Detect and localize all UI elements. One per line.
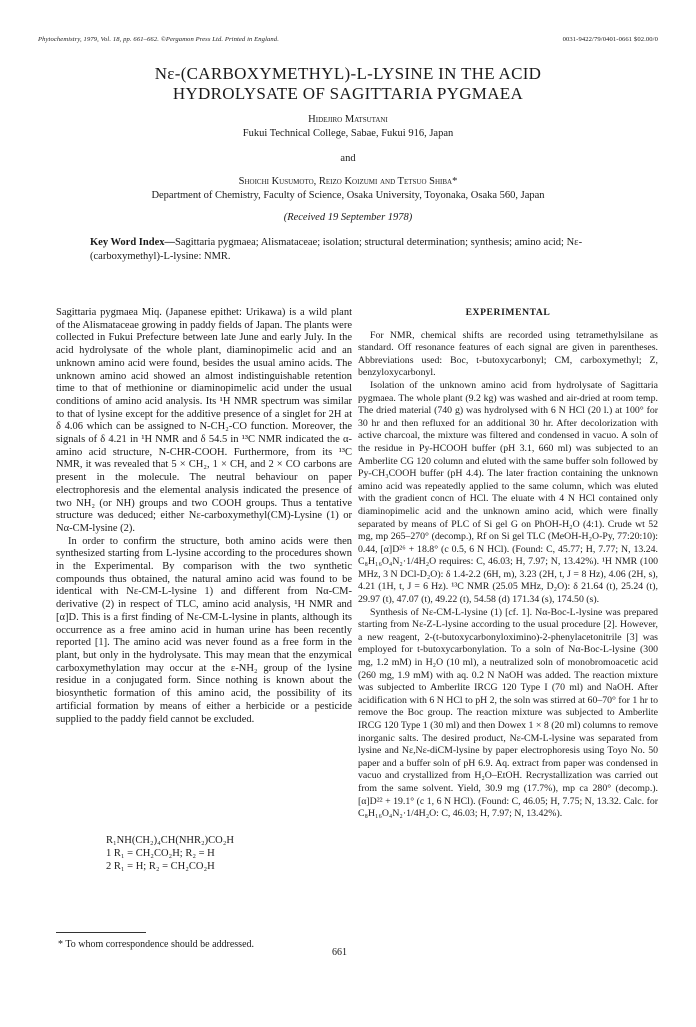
article-code: 0031-9422/79/0401-0661 $02.00/0 bbox=[562, 36, 658, 43]
paragraph-1: Sagittaria pygmaea Miq. (Japanese epithet: Urikawa) is a wild plant of the Alismataceae growing in paddy fields of Japan. The plants were collected in Fukui Prefecture between late June and early July. In the acid hydrolysate of the whole plant, diaminopimelic acid and an unknown amino acid were found, besides the usual amino acids. The unknown amino acid showed an almost indistinguishable retention time to that of methionine or diaminopimelic acid under the usual conditions of amino acid analysis. Its ¹H NMR spectrum was similar to that of lysine except for the additive presence of a singlet for 2H at δ 4.06 which can be assigned to N-CH₂-CO function. Moreover, the signals of δ 4.21 in ¹H NMR and δ 54.5 in ¹³C NMR indicated the α-amino acid structure, N-CHR-COOH. Furthermore, from its ¹³C NMR, it was revealed that 5 × CH₂, 1 × CH, and 2 × CO carbons are present in the molecule. The neutral behaviour on paper electrophoresis and the elemental analysis indicated the presence of two NH₂ (or NH) groups and two COOH groups. Thus a tentative structure was deduced; either Nε-carboxymethyl(CM)-Lysine (1) or Nα-CM-lysine (2). bbox=[56, 307, 352, 534]
right-column bbox=[358, 307, 658, 821]
footnote: * To whom correspondence should be addressed. bbox=[58, 939, 255, 950]
article-title bbox=[60, 64, 636, 104]
keyword-text: Sagittaria pygmaea; Alismataceae; isolation; structural determination; synthesis; amino acid; Nε-(carboxymethyl)-L-lysine: NMR. bbox=[90, 237, 583, 262]
author-1: Hidejiro Matsutani bbox=[308, 114, 388, 125]
experimental-heading: EXPERIMENTAL bbox=[465, 307, 551, 318]
left-column bbox=[56, 307, 352, 726]
keyword-index bbox=[90, 236, 626, 264]
exp-paragraph-3: Synthesis of Nε-CM-L-lysine (1) [cf. 1]. Nα-Boc-L-lysine was prepared starting from Nε-Z-L-lysine according to the usual procedure [2]. However, a new reagent, 2-(t-butoxycarbonyloximino)-2-phenylacetonitrile [3] was employed for t-butoxycarbonylation. To a soln of Nα-Boc-L-lysine (300 mg, 1.2 mM) in H₂O (10 ml), a neutralized soln of monobromoacetic acid (260 mg, 1.9 mM) with aq. 0.2 N NaOH was added. The reaction mixture was subjected to Amberlite IRCG 120 Type I (70 ml) and NaOH. After acidification with 6 N HCl to pH 2, the soln was stirred at 60–70° for 1 hr to remove the Boc group. The reaction mixture was subjected to Amberlite IRCG 120 Type 1 (30 ml) and then Dowex 1 × 8 (20 ml) columns to remove inorganic salts. The desired product, Nε-CM-L-lysine was separated from lysine and Nε,Nε-diCM-lysine by paper electrophoresis using Toyo No. 50 paper and a buffer soln of pH 6.9. Aq. extract from paper was condensed in vacuo and crystallized from H₂O–EtOH. Recrystallization was carried out from the same solvent. Yield, 30.9 mg (17.7%), mp ca 280° (decomp.). [α]D²² + 19.1° (c 1, 6 N HCl). (Found: C, 46.05; H, 7.75; N, 13.32. Calc. for C₈H₁₆O₄N₂·1/4H₂O: C, 46.03; H, 7.97; N, 13.42%). bbox=[358, 606, 658, 820]
exp-paragraph-2: Isolation of the unknown amino acid from hydrolysate of Sagittaria pygmaea. The whole plant (9.2 kg) was washed and air-dried at room temp. The dried material (740 g) was hydrolysed with 6 N HCl (20 l.) at 100° for 30 hr and then refluxed for an additional 30 hr. After decolorization with active charcoal, the mixture was filtered and condensed in vacuo. A soln of the residue in Py-HCOOH buffer (pH 3.1, 660 ml) was subjected to an Amberlite CG 120 column and eluted with the same buffer soln followed by Py-CH₃COOH buffer (pH 4.4). The later fraction containing the unknown amino acid was repeatedly applied to the same column, which was eluted with the gradient concn of HCl. The eluate with 4 N HCl contained only diaminopimelic acid and the unknown amino acid, which were finally separated by means of PLC of Si gel G on PhOH-H₂O (4:1). Crude wt 52 mg, mp 265–270° (decomp.), Rf on Si gel TLC (MeOH-H₂O-Py, 77:20:10): 0.44, [α]D²⁶ + 18.8° (c 0.5, 6 N HCl). (Found: C, 45.77; H, 7.77; N, 13.24. C₈H₁₆O₄N₂·1/4H₂O requires: C, 46.03; H, 7.97; N, 13.42%). ¹H NMR (100 MHz, 3 N DCl-D₂O): δ 1.4-2.2 (6H, m), 3.23 (2H, t, J = 8 Hz), 4.06 (2H, s), 4.21 (1H, t, J = 6 Hz). ¹³C NMR (25.05 MHz, D₂O): δ 21.64 (t), 25.24 (t), 29.97 (t), 47.07 (t), 49.22 (t), 54.58 (d) 171.34 (s), 174.50 (s). bbox=[358, 379, 658, 606]
page-number: 661 bbox=[332, 947, 347, 958]
exp-paragraph-1: For NMR, chemical shifts are recorded using tetramethylsilane as standard. Off resonance features of each signal are given in parentheses. Abbreviations used: Boc, t-butoxycarbonyl; CM, carboxymethyl; Z, benzyloxycarbonyl. bbox=[358, 329, 658, 379]
structure-formula: R₁NH(CH₂)₄CH(NHR₂)CO₂H bbox=[106, 835, 234, 846]
and-separator: and bbox=[340, 153, 356, 164]
keyword-label: Key Word Index— bbox=[90, 237, 175, 248]
affiliation-2: Department of Chemistry, Faculty of Science, Osaka University, Toyonaka, Osaka 560, Japan bbox=[151, 190, 545, 201]
author-2: Shoichi Kusumoto, Reizo Koizumi and Tetsuo Shiba* bbox=[238, 176, 458, 187]
paragraph-2: In order to confirm the structure, both amino acids were then synthesized starting from L-lysine according to the procedures shown in the Experimental. By comparison with the two synthetic compounds thus obtained, the natural amino acid was found to be identical with Nε-CM-L-lysine 1) and different from Nα-CM-derivative (2) in respect of TLC, amino acid analysis, ¹H NMR and [α]D. This is a first finding of Nε-CM-L-lysine in plants, although its occurrence as a free amino acid in human urine has been recently reported [1]. The amino acid was never found as a free form in the plant, but only in the hydrolysate. This may mean that the enzymical carboxymethylation may occur at the ε-NH₂ group of the lysine residue in a conjugated form. Since nothing is known about the biosynthetic formation of this amino acid, the possibility of its artificial formation by means of either a herbicide or a pesticide supplied to the paddy field cannot be excluded. bbox=[56, 535, 352, 725]
title-line-1: Nε-(CARBOXYMETHYL)-L-LYSINE IN THE ACID bbox=[154, 64, 542, 83]
structure-line-1: 1 R₁ = CH₂CO₂H; R₂ = H bbox=[106, 848, 215, 859]
title-line-2: HYDROLYSATE OF SAGITTARIA PYGMAEA bbox=[172, 84, 524, 103]
affiliation-1: Fukui Technical College, Sabae, Fukui 916, Japan bbox=[242, 128, 454, 139]
received-date: (Received 19 September 1978) bbox=[283, 212, 413, 223]
journal-citation: Phytochemistry, 1979, Vol. 18, pp. 661–662. ©Pergamon Press Ltd. Printed in England. bbox=[38, 36, 279, 43]
structure-line-2: 2 R₁ = H; R₂ = CH₂CO₂H bbox=[106, 861, 215, 872]
footnote-rule bbox=[56, 932, 146, 933]
structure-formulas bbox=[106, 834, 234, 873]
